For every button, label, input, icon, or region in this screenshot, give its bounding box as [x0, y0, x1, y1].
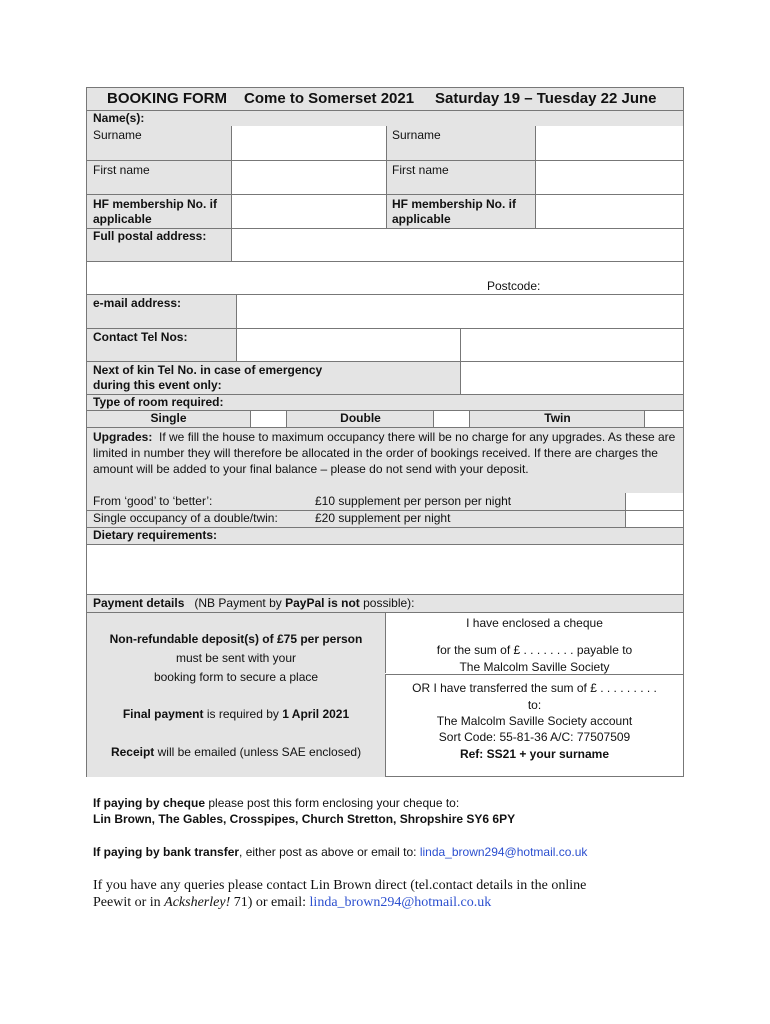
upgrades-section: [87, 427, 683, 493]
membership-label-2-line2: applicable: [392, 212, 451, 226]
payment-label: Payment details: [93, 596, 185, 610]
payment-note-bold: PayPal is not: [285, 596, 360, 610]
deposit-line2: must be sent with your: [175, 651, 297, 665]
surname-label: Surname: [93, 128, 142, 142]
bank-instruction-label: If paying by bank transfer: [93, 845, 240, 859]
payment-note-pre: (NB Payment by: [194, 596, 286, 610]
kin-label-line2: during this event only:: [93, 378, 222, 392]
payment-label-line: [93, 596, 415, 611]
queries-magazine: Acksherley!: [164, 895, 231, 910]
event-name: Come to Somerset 2021: [244, 90, 415, 107]
first-name-row: [87, 160, 683, 194]
membership-field-2[interactable]: [535, 195, 683, 228]
good-better-price: £10 supplement per person per night: [315, 494, 512, 508]
kin-label-line1: Next of kin Tel No. in case of emergency: [93, 363, 323, 377]
queries-line2-pre: Peewit or in: [93, 895, 165, 910]
upgrade-good-better-row: [87, 493, 683, 510]
tel-field-2[interactable]: [460, 329, 683, 361]
cheque-instruction: [93, 796, 459, 811]
cheque-line1: I have enclosed a cheque: [466, 616, 603, 630]
single-occ-box[interactable]: [625, 511, 683, 527]
transfer-line1: OR I have transferred the sum of £ . . . . . . . . .: [412, 681, 657, 695]
queries-email-link[interactable]: linda_brown294@hotmail.co.uk: [309, 895, 492, 910]
queries-line2: [93, 894, 491, 911]
form-title: BOOKING FORM: [107, 90, 227, 107]
postcode-label: Postcode:: [487, 279, 541, 293]
room-options-row: [87, 410, 683, 427]
final-payment-date: 1 April 2021: [282, 707, 350, 721]
surname-row: [87, 126, 683, 160]
membership-field-1[interactable]: [231, 195, 386, 228]
transfer-ref: Ref: SS21 + your surname: [459, 747, 610, 761]
email-field[interactable]: [236, 295, 683, 328]
surname-field-1[interactable]: [231, 126, 386, 160]
deposit-line3: booking form to secure a place: [153, 670, 319, 684]
single-occ-label: Single occupancy of a double/twin:: [93, 511, 278, 525]
final-payment-line: [87, 707, 385, 722]
surname-label-2: Surname: [392, 128, 441, 142]
single-occ-price: £20 supplement per night: [315, 511, 451, 525]
names-row: [87, 110, 683, 126]
postcode-row[interactable]: [87, 261, 683, 294]
receipt-label: Receipt: [110, 745, 155, 759]
queries-line1: If you have any queries please contact Lin Brown direct (tel.contact details in the online: [93, 878, 587, 893]
form-header: [87, 88, 683, 110]
dietary-row: [87, 527, 683, 544]
tel-row: [87, 328, 683, 361]
payment-note-post: possible):: [359, 596, 415, 610]
transfer-line2: to:: [527, 698, 542, 712]
receipt-rest: will be emailed (unless SAE enclosed): [154, 745, 362, 759]
bank-email-link[interactable]: linda_brown294@hotmail.co.uk: [416, 845, 588, 859]
membership-label-line2: applicable: [93, 212, 152, 226]
room-twin-box[interactable]: [644, 411, 683, 427]
dietary-field[interactable]: [87, 544, 683, 594]
room-type-row: [87, 394, 683, 410]
first-name-label: First name: [93, 163, 150, 177]
cheque-line3: The Malcolm Saville Society: [459, 660, 610, 674]
room-double-box[interactable]: [433, 411, 469, 427]
transfer-line3: The Malcolm Saville Society account: [436, 714, 633, 728]
booking-form: [86, 87, 684, 777]
payment-header: [87, 594, 683, 612]
membership-row: [87, 194, 683, 228]
bank-instruction: [93, 845, 587, 860]
upgrades-body: If we fill the house to maximum occupancy there will be no charge for any upgrades. As these are limited in number they will therefore be allocated in the order of bookings received. If there are charges the amount will be added to your final balance – please do not send with your deposit.: [93, 430, 676, 477]
payment-info: [87, 613, 385, 777]
address-label: Full postal address:: [93, 229, 207, 243]
membership-label-line1: HF membership No. if: [93, 197, 218, 211]
surname-field-2[interactable]: [535, 126, 683, 160]
transfer-option[interactable]: [385, 674, 683, 777]
room-single-label: Single: [150, 411, 187, 425]
cheque-instruction-label: If paying by cheque: [93, 796, 206, 810]
kin-row: [87, 361, 683, 394]
receipt-line: [87, 745, 385, 760]
cheque-line2: for the sum of £ . . . . . . . . payable to: [436, 643, 633, 657]
cheque-option[interactable]: [385, 613, 683, 673]
transfer-line4: Sort Code: 55-81-36 A/C: 77507509: [438, 730, 631, 744]
email-label: e-mail address:: [93, 296, 182, 310]
room-twin-label: Twin: [544, 411, 571, 425]
room-type-label: Type of room required:: [93, 395, 224, 409]
upgrade-single-occ-row: [87, 510, 683, 527]
good-better-label: From ‘good’ to ‘better’:: [93, 494, 213, 508]
address-field[interactable]: [231, 229, 683, 261]
good-better-box[interactable]: [625, 493, 683, 510]
upgrades-label: Upgrades:: [93, 430, 153, 444]
first-name-field-1[interactable]: [231, 161, 386, 194]
room-double-label: Double: [340, 411, 381, 425]
dietary-label: Dietary requirements:: [93, 528, 218, 542]
final-payment-label: Final payment: [122, 707, 204, 721]
payment-body: [87, 612, 683, 776]
membership-label-2-line1: HF membership No. if: [392, 197, 517, 211]
deposit-line1: Non-refundable deposit(s) of £75 per person: [109, 632, 363, 646]
cheque-instruction-rest: please post this form enclosing your cheque to:: [205, 796, 460, 810]
queries-line2-post: 71) or email:: [230, 895, 310, 910]
bank-instruction-rest: , either post as above or email to:: [239, 845, 417, 859]
postal-address: Lin Brown, The Gables, Crosspipes, Church Stretton, Shropshire SY6 6PY: [93, 812, 516, 826]
first-name-label-2: First name: [392, 163, 449, 177]
upgrades-text: [93, 429, 678, 478]
first-name-field-2[interactable]: [535, 161, 683, 194]
email-row: [87, 294, 683, 328]
names-label: Name(s):: [93, 111, 145, 125]
tel-field-1[interactable]: [236, 329, 460, 361]
event-dates: Saturday 19 – Tuesday 22 June: [435, 90, 657, 107]
tel-label: Contact Tel Nos:: [93, 330, 188, 344]
final-payment-mid: is required by: [203, 707, 283, 721]
kin-tel-field[interactable]: [460, 362, 683, 394]
room-single-box[interactable]: [250, 411, 286, 427]
address-row: [87, 228, 683, 261]
